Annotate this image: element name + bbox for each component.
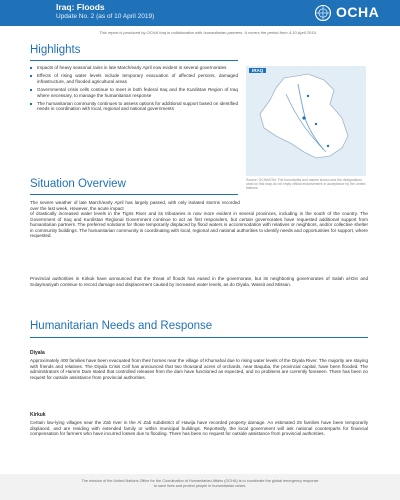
header-bar xyxy=(0,0,400,26)
needs-divider xyxy=(30,337,368,338)
ocha-logo xyxy=(314,4,388,22)
report-title: Iraq: Floods xyxy=(56,2,105,12)
un-emblem-icon xyxy=(314,4,332,22)
kirkuk-paragraph: Certain low-lying villages near the Zab river in the Al Zab subdistrict of Hawija have recorded property damage. An estimated 25 families have been temporarily displaced, and are residing with extended family or within municipal buildings. Reportedly, the local government will ask national counterparts for financial compensation for farmers who have incurred losses due to flooding. There has been no request for outside assistance from provincial authorities. xyxy=(30,420,368,437)
footer-text: The mission of the United Nations Office for the Coordination of Humanitarian Affairs (OCHA) is to coordinate the global emergency response to save lives and protect people in humanitarian crises. xyxy=(81,479,319,488)
map-country-label: IRAQ xyxy=(249,68,266,73)
bullet-icon xyxy=(30,103,32,105)
kirkuk-subheading: Kirkuk xyxy=(30,412,46,418)
ocha-logo-text: OCHA xyxy=(336,4,380,20)
report-update: Update No. 2 (as of 10 April 2019) xyxy=(56,13,155,20)
highlight-item: Governmental crisis cells continue to meet in both federal Iraq and the Kurdistan Region of Iraq where necessary, to manage the humanitarian response xyxy=(30,87,238,98)
map-disclaimer: Source: OCHA/IOM. The boundaries and names shown and the designations used on this map do not imply official endorsement or acceptance by the United Nations. xyxy=(246,178,366,190)
footer-bar xyxy=(0,474,400,500)
needs-heading: Humanitarian Needs and Response xyxy=(30,320,213,332)
highlight-item: Impacts of heavy seasonal rains in late March/early April now evident in several governorates xyxy=(30,65,238,70)
situation-divider xyxy=(30,194,238,195)
bullet-icon xyxy=(30,75,32,77)
highlights-list xyxy=(30,65,238,115)
diyala-subheading: Diyala xyxy=(30,350,45,356)
bullet-icon xyxy=(30,89,32,91)
situation-paragraph-1b: of drastically increased water levels in the Tigris River and its tributaries is now more evident in several provinces, including in the south of the country. The Government of Iraq and Kurdistan Regional Government continue to act as first responders, but certain governorates have requested additional support from humanitarian partners. The preferred solutions for those temporarily displaced by flood waters is accommodation with relatives or neighbors, and/or collective shelter in community buildings. The humanitarian community is coordinating with local, regional and national authorities to identify needs and opportunities for support, where requested. xyxy=(30,211,368,239)
iraq-map-graphic xyxy=(246,66,366,176)
highlight-item: The humanitarian community continues to assess options for additional support based on identified needs in coordination with local, regional and national governments xyxy=(30,101,238,112)
iraq-map xyxy=(246,66,366,176)
highlights-heading: Highlights xyxy=(30,44,81,56)
situation-heading: Situation Overview xyxy=(30,178,126,190)
highlights-divider xyxy=(30,60,238,61)
produced-note: This report is produced by OCHA Iraq in collaboration with humanitarian partners. It covers the period from 4-10 April 2019. xyxy=(99,30,317,35)
highlight-item: Effects of rising water levels include temporary evacuation of affected persons, damaged infrastructure, and flooded agricultural areas xyxy=(30,73,238,84)
bullet-icon xyxy=(30,67,32,69)
situation-paragraph-1a: The severe weather of late March/early April has largely passed, with only isolated storms recorded over the last week. However, the acute impact xyxy=(30,200,240,211)
situation-paragraph-2: Provincial authorities in Kirkuk have announced that the threat of floods has eased in the governorate, but its neighboring governorates of Salah al-Din and Sulaymaniyah continue to record damage and displacement caused by increased water levels, as do Diyala, Wassit and Missan. xyxy=(30,276,368,287)
diyala-paragraph: Approximately 400 families have been evacuated from their homes near the village of Khumahal due to rising water levels of the Diyala River. The majority are staying with friends and relatives. The Diyala Crisis Cell has announced that two thousand acres of orchards, near Baquba, the provincial capital, have been flooded. The administrators of Hamrin Dam stated that controlled releases from the dam have functioned as expected, and no problems are currently foreseen. There has been no request for outside assistance from provincial authorities. xyxy=(30,358,368,380)
